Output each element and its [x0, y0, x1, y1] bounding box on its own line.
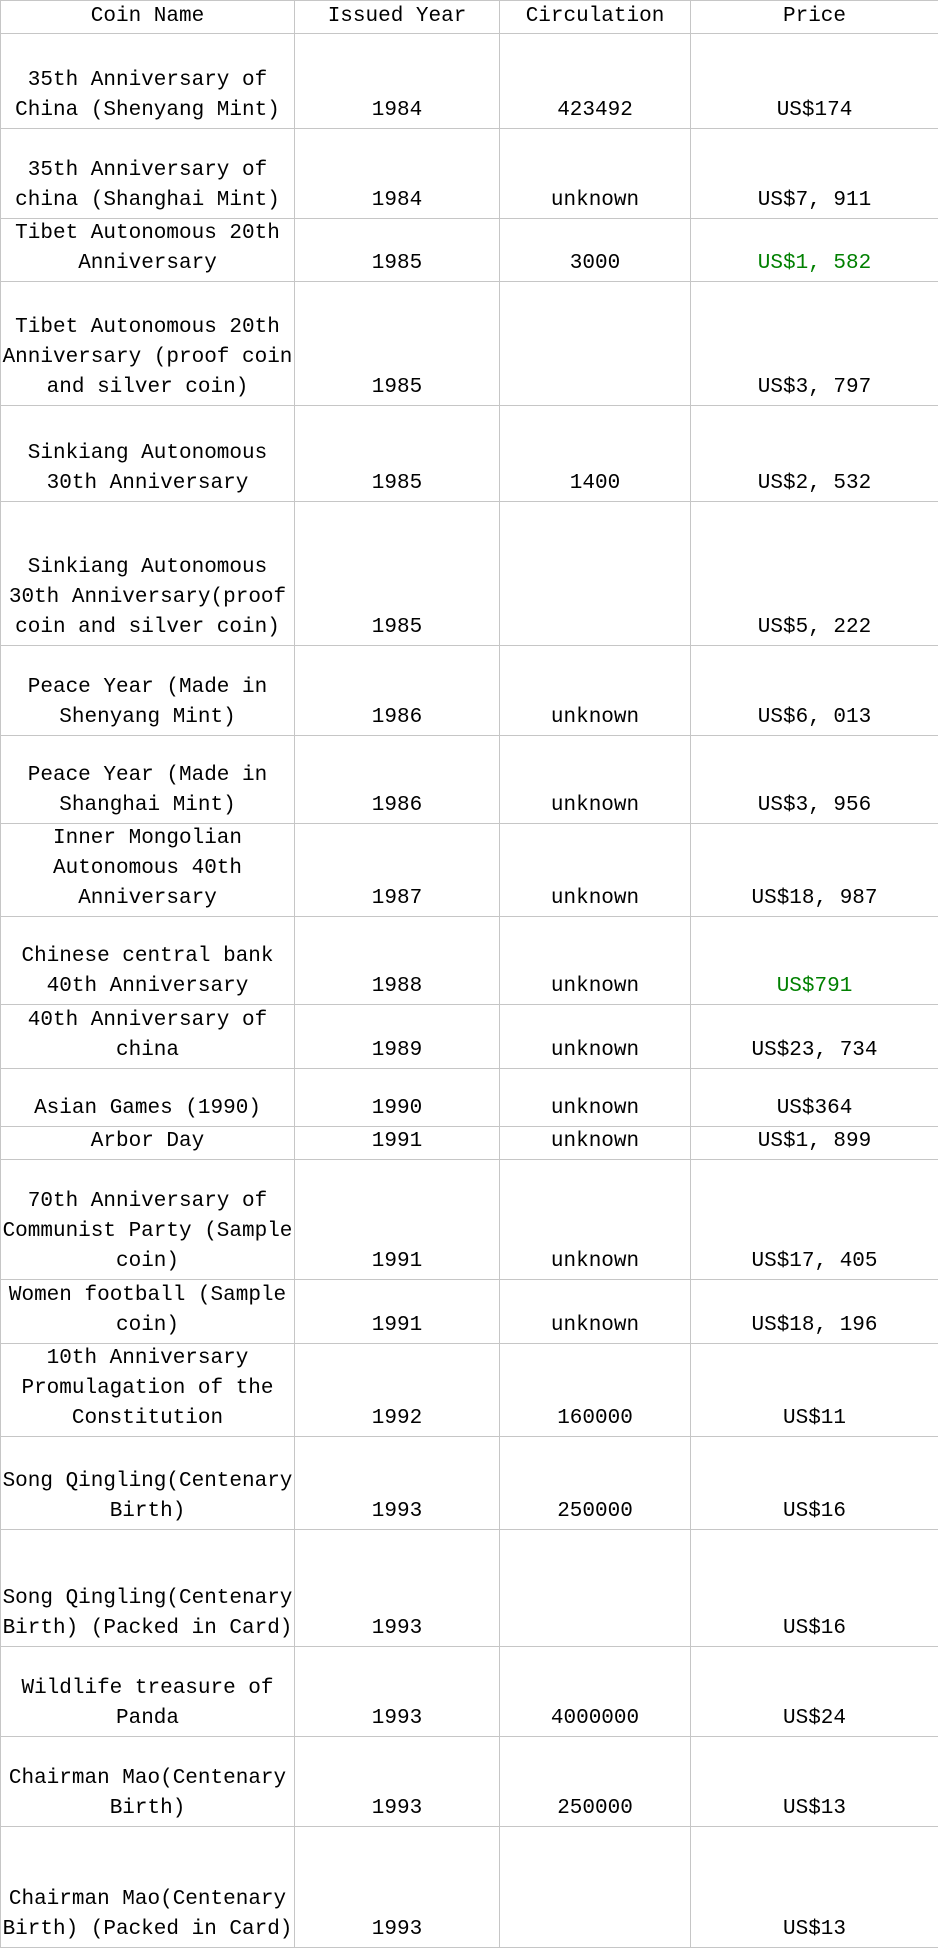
circulation-cell: unknown	[500, 129, 691, 219]
table-row	[1, 1160, 938, 1280]
issued-year-cell: 1993	[295, 1530, 500, 1647]
table-row	[1, 219, 938, 282]
price-cell: US$5, 222	[691, 502, 938, 646]
coin-name-cell: 70th Anniversary of Communist Party (Sample coin)	[1, 1160, 295, 1280]
issued-year-cell: 1986	[295, 736, 500, 824]
circulation-cell: 1400	[500, 406, 691, 502]
price-cell: US$1, 582	[691, 219, 938, 282]
price-cell: US$3, 797	[691, 282, 938, 406]
issued-year-cell: 1993	[295, 1827, 500, 1948]
price-cell: US$1, 899	[691, 1127, 938, 1160]
coin-name-cell: 35th Anniversary of China (Shenyang Mint)	[1, 34, 295, 129]
table-body	[1, 34, 938, 1948]
price-cell: US$24	[691, 1647, 938, 1737]
coin-name-cell: Tibet Autonomous 20th Anniversary (proof coin and silver coin)	[1, 282, 295, 406]
issued-year-cell: 1991	[295, 1160, 500, 1280]
price-cell: US$11	[691, 1344, 938, 1437]
circulation-cell: 4000000	[500, 1647, 691, 1737]
circulation-cell: unknown	[500, 824, 691, 917]
table-row	[1, 502, 938, 646]
issued-year-cell: 1993	[295, 1737, 500, 1827]
issued-year-cell: 1985	[295, 502, 500, 646]
table-row	[1, 1530, 938, 1647]
issued-year-cell: 1988	[295, 917, 500, 1005]
price-cell: US$16	[691, 1437, 938, 1530]
circulation-cell: unknown	[500, 1005, 691, 1069]
table-row	[1, 736, 938, 824]
col-header-price: Price	[691, 1, 938, 34]
price-cell: US$2, 532	[691, 406, 938, 502]
coin-name-cell: Chairman Mao(Centenary Birth) (Packed in Card)	[1, 1827, 295, 1948]
circulation-cell: 423492	[500, 34, 691, 129]
issued-year-cell: 1985	[295, 219, 500, 282]
coin-name-cell: Inner Mongolian Autonomous 40th Anniversary	[1, 824, 295, 917]
table-row	[1, 406, 938, 502]
issued-year-cell: 1990	[295, 1069, 500, 1127]
col-header-coin-name: Coin Name	[1, 1, 295, 34]
coin-name-cell: Tibet Autonomous 20th Anniversary	[1, 219, 295, 282]
coin-name-cell: Chairman Mao(Centenary Birth)	[1, 1737, 295, 1827]
issued-year-cell: 1985	[295, 406, 500, 502]
table-row	[1, 1737, 938, 1827]
price-cell: US$6, 013	[691, 646, 938, 736]
coin-name-cell: Sinkiang Autonomous 30th Anniversary(proof coin and silver coin)	[1, 502, 295, 646]
coin-name-cell: Women football (Sample coin)	[1, 1280, 295, 1344]
table-row	[1, 1437, 938, 1530]
circulation-cell: 3000	[500, 219, 691, 282]
circulation-cell: unknown	[500, 736, 691, 824]
issued-year-cell: 1992	[295, 1344, 500, 1437]
table-row	[1, 1005, 938, 1069]
price-cell: US$17, 405	[691, 1160, 938, 1280]
price-cell: US$23, 734	[691, 1005, 938, 1069]
coin-name-cell: Chinese central bank 40th Anniversary	[1, 917, 295, 1005]
price-cell: US$13	[691, 1737, 938, 1827]
coin-name-cell: 35th Anniversary of china (Shanghai Mint)	[1, 129, 295, 219]
circulation-cell: unknown	[500, 1127, 691, 1160]
issued-year-cell: 1993	[295, 1437, 500, 1530]
table-row	[1, 282, 938, 406]
circulation-cell: unknown	[500, 1160, 691, 1280]
issued-year-cell: 1985	[295, 282, 500, 406]
table-row	[1, 1127, 938, 1160]
header-row	[1, 1, 938, 34]
coin-name-cell: Peace Year (Made in Shanghai Mint)	[1, 736, 295, 824]
circulation-cell	[500, 502, 691, 646]
issued-year-cell: 1993	[295, 1647, 500, 1737]
table-row	[1, 917, 938, 1005]
circulation-cell	[500, 1827, 691, 1948]
issued-year-cell: 1986	[295, 646, 500, 736]
price-cell: US$18, 196	[691, 1280, 938, 1344]
circulation-cell: 250000	[500, 1437, 691, 1530]
table-row	[1, 1344, 938, 1437]
coin-name-cell: 10th Anniversary Promulagation of the Constitution	[1, 1344, 295, 1437]
coin-name-cell: Sinkiang Autonomous 30th Anniversary	[1, 406, 295, 502]
price-cell: US$791	[691, 917, 938, 1005]
price-cell: US$7, 911	[691, 129, 938, 219]
circulation-cell: unknown	[500, 1069, 691, 1127]
circulation-cell: unknown	[500, 646, 691, 736]
price-cell: US$364	[691, 1069, 938, 1127]
circulation-cell	[500, 282, 691, 406]
issued-year-cell: 1991	[295, 1127, 500, 1160]
issued-year-cell: 1989	[295, 1005, 500, 1069]
table-row	[1, 1069, 938, 1127]
circulation-cell	[500, 1530, 691, 1647]
coin-name-cell: Wildlife treasure of Panda	[1, 1647, 295, 1737]
col-header-circulation: Circulation	[500, 1, 691, 34]
price-cell: US$18, 987	[691, 824, 938, 917]
price-cell: US$13	[691, 1827, 938, 1948]
issued-year-cell: 1987	[295, 824, 500, 917]
circulation-cell: unknown	[500, 917, 691, 1005]
coin-name-cell: Arbor Day	[1, 1127, 295, 1160]
circulation-cell: 250000	[500, 1737, 691, 1827]
table-row	[1, 34, 938, 129]
price-cell: US$174	[691, 34, 938, 129]
coin-name-cell: 40th Anniversary of china	[1, 1005, 295, 1069]
issued-year-cell: 1984	[295, 129, 500, 219]
circulation-cell: 160000	[500, 1344, 691, 1437]
col-header-issued-year: Issued Year	[295, 1, 500, 34]
table-row	[1, 129, 938, 219]
price-cell: US$16	[691, 1530, 938, 1647]
coin-name-cell: Peace Year (Made in Shenyang Mint)	[1, 646, 295, 736]
coin-name-cell: Song Qingling(Centenary Birth) (Packed in Card)	[1, 1530, 295, 1647]
coin-name-cell: Asian Games (1990)	[1, 1069, 295, 1127]
table-row	[1, 646, 938, 736]
issued-year-cell: 1984	[295, 34, 500, 129]
table-row	[1, 1827, 938, 1948]
table-row	[1, 824, 938, 917]
issued-year-cell: 1991	[295, 1280, 500, 1344]
coin-name-cell: Song Qingling(Centenary Birth)	[1, 1437, 295, 1530]
price-cell: US$3, 956	[691, 736, 938, 824]
circulation-cell: unknown	[500, 1280, 691, 1344]
table-row	[1, 1280, 938, 1344]
table-row	[1, 1647, 938, 1737]
